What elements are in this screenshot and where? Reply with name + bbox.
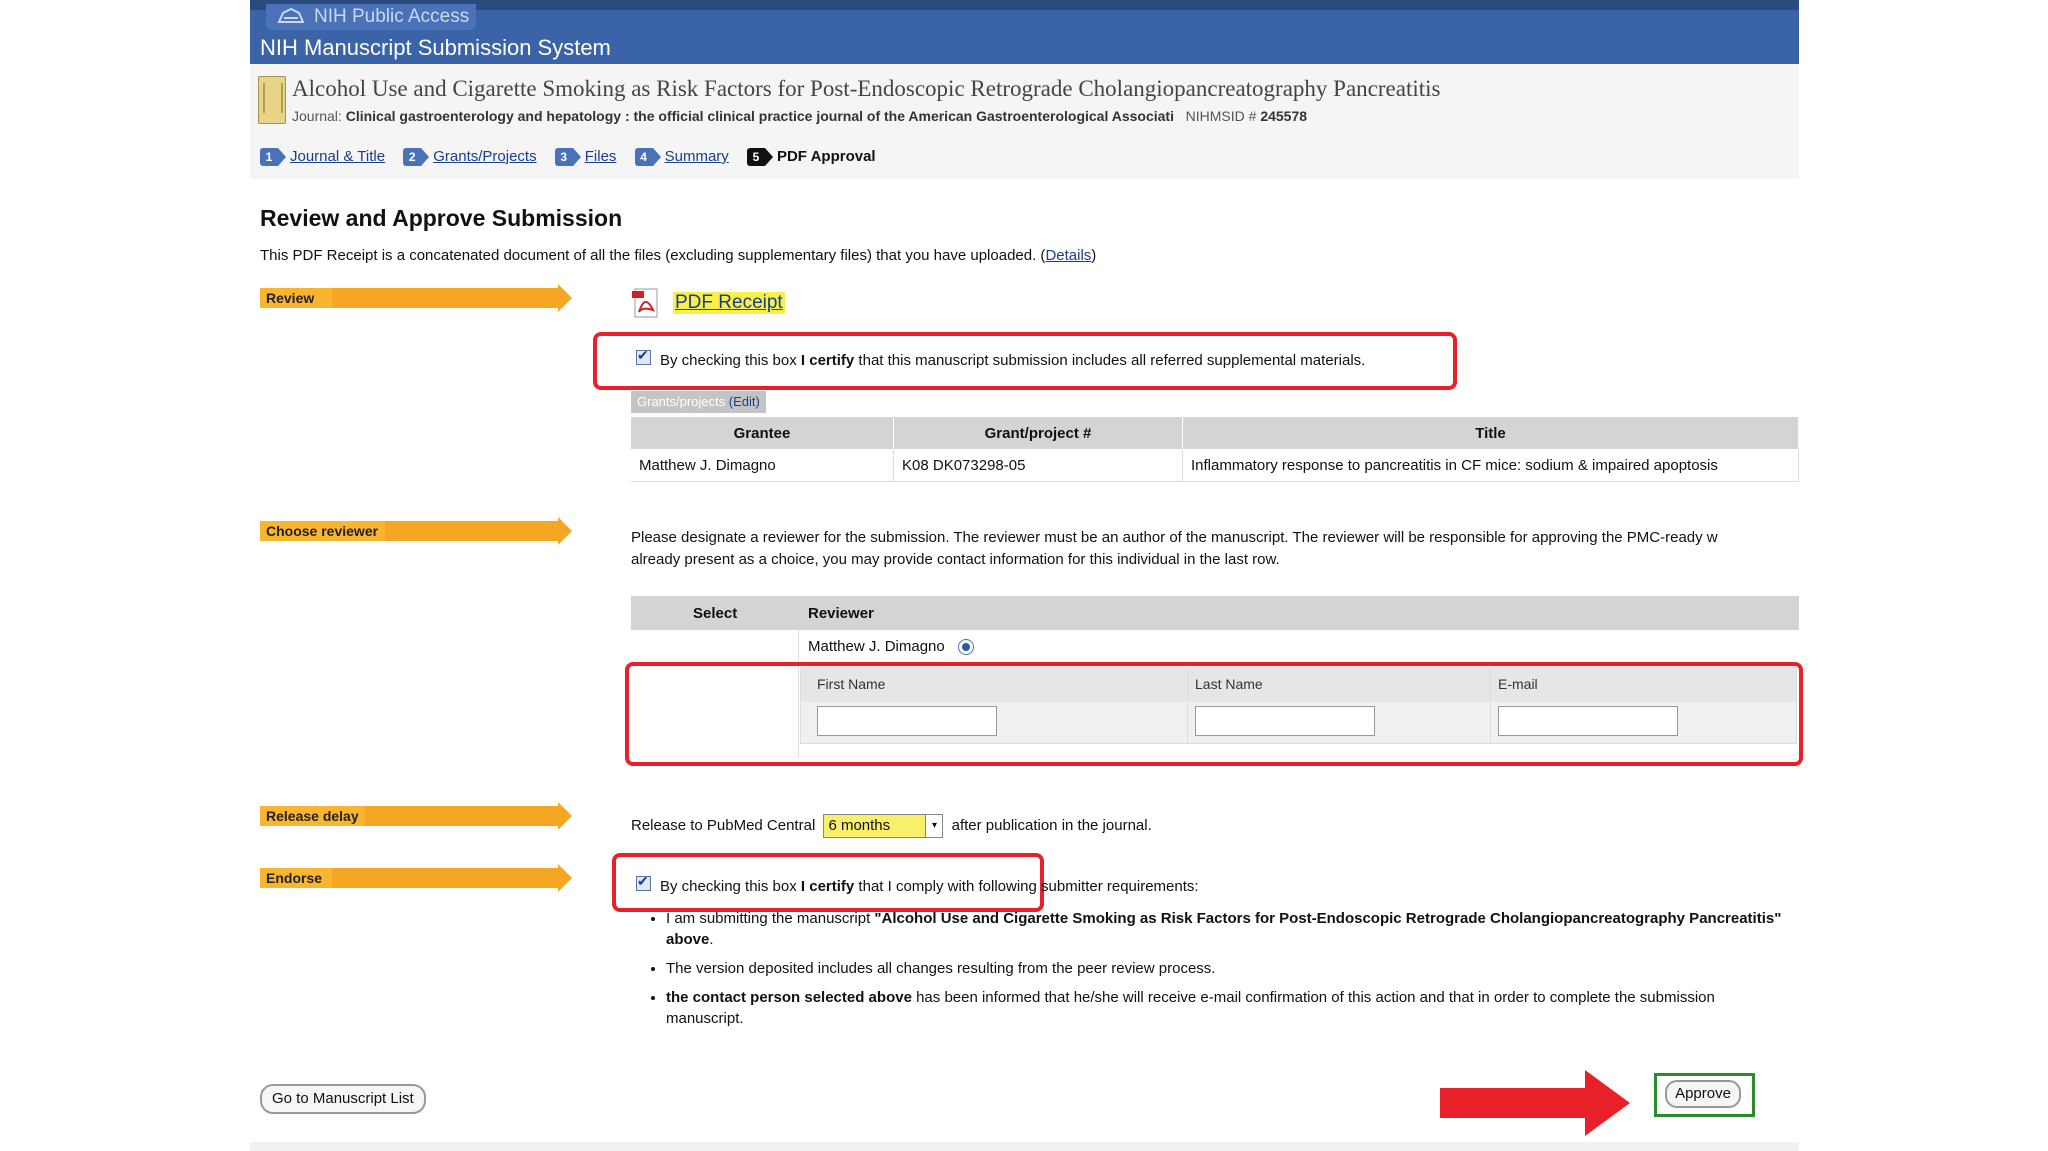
section-choose-reviewer-label: Choose reviewer — [266, 523, 379, 539]
req3-bold: the contact person selected above — [666, 989, 912, 1006]
release-suffix: after publication in the journal. — [951, 816, 1152, 834]
step-label-current: PDF Approval — [776, 148, 876, 165]
step-pdf-approval — [747, 148, 876, 166]
intro-body: This PDF Receipt is a concatenated document of all the files (excluding supplementary files) that you have uploaded. ( — [260, 247, 1046, 264]
grants-table — [631, 417, 1799, 482]
grant-number-cell: K08 DK073298-05 — [894, 449, 1183, 482]
manuscript-bar — [250, 64, 1799, 179]
certify-bold: I certify — [800, 878, 855, 895]
last-name-label: Last Name — [1195, 676, 1263, 692]
header-strip — [250, 0, 1799, 10]
manuscript-icon — [258, 76, 286, 124]
step-link[interactable]: Summary — [664, 148, 729, 165]
page — [250, 0, 1799, 1151]
reviewer-table-header — [631, 596, 1799, 630]
review-certify-text — [660, 352, 1365, 369]
section-endorse-arrow — [260, 864, 580, 892]
req1-end: . — [709, 931, 714, 948]
col-select: Select — [693, 605, 738, 622]
header-bar — [250, 0, 1799, 64]
cloud-icon — [276, 7, 306, 25]
req1-pre: I am submitting the manuscript — [666, 910, 875, 927]
journal-line — [292, 108, 1307, 124]
system-title: NIH Manuscript Submission System — [260, 35, 611, 60]
annotation-arrow-icon — [1440, 1070, 1630, 1136]
nihmsid-value: 245578 — [1260, 108, 1308, 124]
step-number: 1 — [260, 148, 278, 166]
intro-end: ) — [1091, 247, 1097, 264]
step-number: 3 — [555, 148, 573, 166]
step-summary[interactable] — [635, 148, 729, 166]
section-review-label: Review — [266, 290, 315, 306]
email-label: E-mail — [1498, 676, 1538, 692]
highlight-box-new-reviewer — [625, 662, 1803, 766]
step-link[interactable]: Files — [584, 148, 617, 165]
go-to-manuscript-list-button[interactable]: Go to Manuscript List — [260, 1084, 426, 1114]
chevron-down-icon[interactable]: ▾ — [925, 815, 942, 837]
section-release-delay-label: Release delay — [266, 808, 359, 824]
section-review-arrow — [260, 284, 580, 312]
step-number: 2 — [403, 148, 421, 166]
reviewer-desc-line1: Please designate a reviewer for the submission. The reviewer must be an author of the manuscript. The reviewer will be responsible for approving the PMC-ready w — [631, 529, 1718, 546]
brand-text: NIH Public Access — [314, 6, 470, 27]
details-link[interactable]: Details — [1045, 247, 1092, 264]
req1-title: "Alcohol Use and Cigarette Smoking as Risk Factors for Post-Endoscopic Retrograde Cholangiopancreatography Pancreatitis" — [874, 910, 1782, 927]
col-reviewer: Reviewer — [808, 605, 874, 622]
step-link[interactable]: Journal & Title — [290, 148, 386, 165]
table-row — [631, 449, 1799, 482]
grants-projects-tab[interactable] — [631, 391, 766, 413]
section-choose-reviewer-arrow — [260, 517, 580, 545]
arrow-head — [558, 517, 572, 545]
footer-band — [250, 1142, 1799, 1151]
grant-title-cell: Inflammatory response to pancreatitis in CF mice: sodium & impaired apoptosis — [1183, 449, 1799, 482]
col-grantee: Grantee — [631, 417, 894, 449]
reviewer-radio-existing[interactable] — [958, 639, 974, 655]
approve-button[interactable]: Approve — [1665, 1080, 1741, 1108]
manuscript-title: Alcohol Use and Cigarette Smoking as Risk Factors for Post-Endoscopic Retrograde Cholangiopancreatography Pancreatitis — [292, 76, 1441, 101]
grantee-cell: Matthew J. Dimagno — [631, 449, 894, 482]
reviewer-desc-line2: already present as a choice, you may provide contact information for this individual in the last row. — [631, 551, 1280, 568]
wizard-steps — [260, 148, 890, 166]
pdf-icon — [631, 288, 663, 318]
endorse-certify-text — [660, 878, 1199, 895]
page-title: Review and Approve Submission — [260, 205, 623, 231]
certify-post: that this manuscript submission includes all referred supplemental materials. — [854, 352, 1366, 369]
grants-header-row — [631, 417, 1799, 449]
release-delay-value: 6 months — [828, 817, 891, 834]
journal-label: Journal: — [292, 108, 342, 124]
release-delay-select[interactable] — [823, 814, 943, 838]
step-journal-title[interactable] — [260, 148, 385, 166]
certify-bold: I certify — [800, 352, 855, 369]
review-certify-checkbox[interactable] — [636, 350, 651, 365]
req1-above: above — [666, 931, 710, 948]
req3-line2: manuscript. — [666, 1010, 744, 1027]
arrow-head — [558, 802, 572, 830]
reviewer-option-name: Matthew J. Dimagno — [808, 638, 945, 655]
req3-rest: has been informed that he/she will receive e-mail confirmation of this action and that in order to complete the submission — [911, 989, 1715, 1006]
arrow-head — [558, 864, 572, 892]
step-files[interactable] — [555, 148, 617, 166]
step-number: 4 — [635, 148, 653, 166]
approve-highlight-box — [1654, 1073, 1755, 1117]
certify-pre: By checking this box — [660, 878, 801, 895]
arrow-head — [558, 284, 572, 312]
release-prefix: Release to PubMed Central — [631, 816, 816, 834]
section-release-delay-arrow — [260, 802, 580, 830]
nihmsid-label: NIHMSID # — [1185, 108, 1257, 124]
list-item: • The version deposited includes all changes resulting from the peer review process. — [666, 958, 1806, 979]
first-name-label: First Name — [817, 676, 886, 692]
journal-name: Clinical gastroenterology and hepatology : the official clinical practice journal of the American Gastroenterological Associati — [345, 108, 1174, 124]
col-grant-number: Grant/project # — [894, 417, 1183, 449]
certify-post: that I comply with following submitter requirements: — [854, 878, 1199, 895]
col-title: Title — [1183, 417, 1799, 449]
step-link[interactable]: Grants/Projects — [433, 148, 537, 165]
step-grants-projects[interactable] — [403, 148, 536, 166]
reviewer-description — [631, 527, 1799, 571]
list-item — [666, 987, 1806, 1029]
step-number: 5 — [747, 148, 765, 166]
grants-tab-label: Grants/projects — [637, 394, 726, 409]
certify-pre: By checking this box — [660, 352, 801, 369]
list-item — [666, 908, 1806, 950]
endorse-certify-checkbox[interactable] — [636, 876, 651, 891]
grants-edit-link[interactable]: (Edit) — [728, 394, 760, 409]
intro-text — [260, 247, 1096, 264]
pdf-receipt-text[interactable]: PDF Receipt — [675, 292, 783, 313]
section-endorse-label: Endorse — [266, 870, 323, 886]
nih-public-access-logo[interactable] — [266, 4, 476, 30]
submitter-requirements-list — [645, 908, 1806, 1037]
release-delay-row — [631, 814, 1152, 838]
